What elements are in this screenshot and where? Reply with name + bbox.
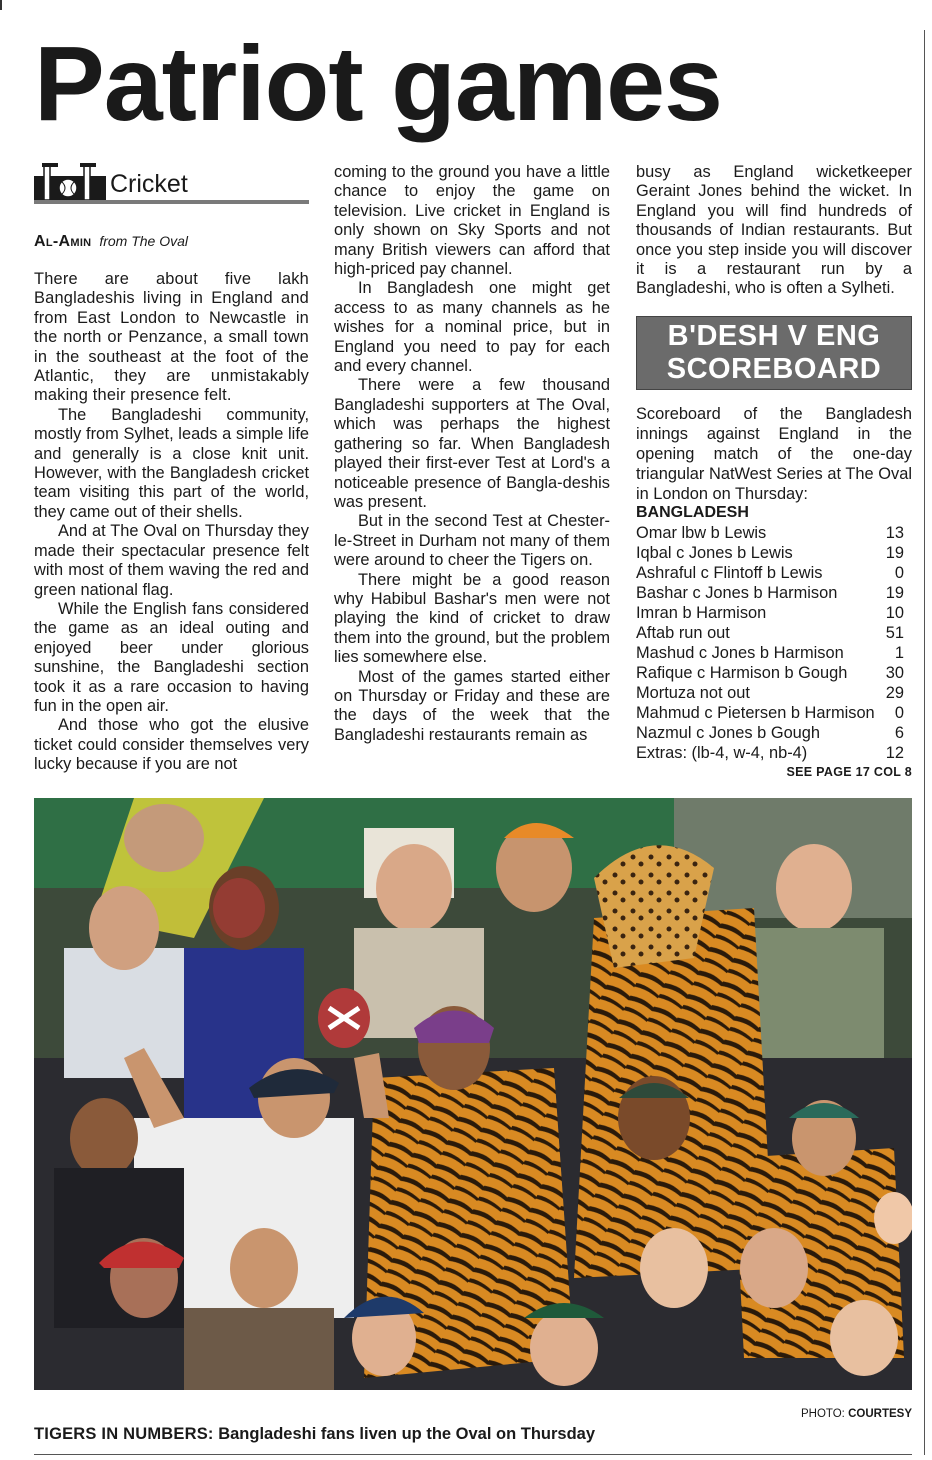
batsman: Omar lbw b Lewis [636,524,767,542]
crowd-photo [34,798,912,1390]
batsman: Mahmud c Pietersen b Harmison [636,704,875,722]
runs: 19 [885,544,904,562]
runs: 51 [885,624,904,642]
article-paragraph: The Bangladeshi community, mostly from Sylhet, leads a simple life and generally is a close knit unit. However, with the Bangladesh cricket team visiting this part of the world, they came out of their shells. [34,405,309,521]
photo-caption [34,1424,595,1444]
photo-credit-prefix: PHOTO: [801,1408,845,1420]
article-paragraph: There might be a good reason why Habibul Bashar's men were not playing the kind of cricket to draw them into the ground, but the problem lies somewhere else. [334,570,610,667]
batsman: Nazmul c Jones b Gough [636,724,821,742]
byline [34,232,188,251]
caption-lead: TIGERS IN NUMBERS: [34,1425,214,1443]
scoreboard-row [636,703,904,723]
scoreboard-row [636,583,904,603]
scoreboard-row [636,683,904,703]
article-paragraph: But in the second Test at Chester-le-Street in Durham not many of them were around to cheer the Tigers on. [334,512,610,570]
scoreboard-row [636,603,904,623]
article-column-2 [334,163,610,745]
bottom-rule [34,1454,912,1455]
page-edge-mark [0,0,2,10]
scoreboard-intro: Scoreboard of the Bangladesh innings against England in the opening match of the one-day triangular NatWest Series at The Oval in London on Thursday: [636,405,912,503]
byline-author: Al-Amin [34,233,92,250]
scoreboard-title-line1: B'DESH V ENG [667,320,881,352]
scoreboard-row [636,643,904,663]
article-column-3 [636,163,912,299]
article-paragraph: While the English fans considered the game as an ideal outing and enjoyed beer under glorious sunshine, the Bangladeshi section took it as a rare occasion to having fun in the open air. [34,599,309,715]
photo-credit [636,1407,912,1421]
scoreboard-title-line2: SCOREBOARD [666,353,882,385]
column-rule-right [924,30,925,1455]
scoreboard-row [636,563,904,583]
section-label: Cricket [110,170,188,198]
runs: 29 [885,684,904,702]
scoreboard-row [636,723,904,743]
scoreboard-row [636,743,904,763]
batsman: Iqbal c Jones b Lewis [636,544,793,562]
scoreboard-row [636,663,904,683]
batsman: Extras: (lb-4, w-4, nb-4) [636,744,808,762]
scoreboard-row [636,523,904,543]
article-paragraph: coming to the ground you have a little chance to enjoy the game on television. Live cricket in England is only shown on Sky Sports and not many British viewers can afford that high-priced pay channel. [334,163,610,279]
batsman: Imran b Harmison [636,604,767,622]
scoreboard-list [636,523,904,763]
runs: 1 [894,644,904,662]
batsman: Mashud c Jones b Harmison [636,644,844,662]
runs: 0 [894,704,904,722]
runs: 10 [885,604,904,622]
scoreboard-row [636,543,904,563]
article-paragraph: Most of the games started either on Thursday or Friday and these are the days of the week that the Bangladeshi restaurants remain as [334,667,610,744]
scoreboard-title-box [636,316,912,390]
runs: 0 [894,564,904,582]
cricket-stumps-ball-icon [34,162,106,200]
batsman: Rafique c Harmison b Gough [636,664,848,682]
article-paragraph: And at The Oval on Thursday they made their spectacular presence felt with most of them waving the red and green national flag. [34,522,309,599]
section-kicker [34,160,309,202]
runs: 12 [885,744,904,762]
scoreboard-team: BANGLADESH [636,504,749,521]
byline-location: from The Oval [99,233,189,249]
article-paragraph: In Bangladesh one might get access to as many channels as he wishes for a nominal price, but in England you need to pay for each and every channel. [334,279,610,376]
batsman: Bashar c Jones b Harmison [636,584,838,602]
article-paragraph: There were a few thousand Bangladeshi supporters at The Oval, which was perhaps the highest gathering so far. When Bangladesh played their first-ever Test at Lord's a noticeable presence of Bangla-deshis was present. [334,376,610,511]
batsman: Mortuza not out [636,684,750,702]
article-paragraph: There are about five lakh Bangladeshis living in England and from East London to Newcastle in the north or Penzance, a small town in the southeast at the foot of the Atlantic, they are unmistakably making their presence felt. [34,270,309,405]
caption-text: Bangladeshi fans liven up the Oval on Thursday [218,1425,596,1443]
runs: 30 [885,664,904,682]
article-paragraph: And those who got the elusive ticket could consider themselves very lucky because if you are not [34,716,309,774]
photo-credit-name: COURTESY [848,1408,912,1420]
batsman: Aftab run out [636,624,730,642]
article-paragraph: busy as England wicketkeeper Geraint Jones behind the wicket. In England you will find hundreds of thousands of Indian restaurants. But once you step inside you will discover it is a restaurant run by a Bangladeshi, who is often a Sylheti. [636,163,912,298]
headline: Patriot games [34,25,723,143]
kicker-rule [34,200,309,204]
continued-jump: SEE PAGE 17 COL 8 [786,765,912,779]
scoreboard-row [636,623,904,643]
batsman: Ashraful c Flintoff b Lewis [636,564,823,582]
runs: 19 [885,584,904,602]
runs: 6 [894,724,904,742]
runs: 13 [885,524,904,542]
article-column-1 [34,270,309,775]
